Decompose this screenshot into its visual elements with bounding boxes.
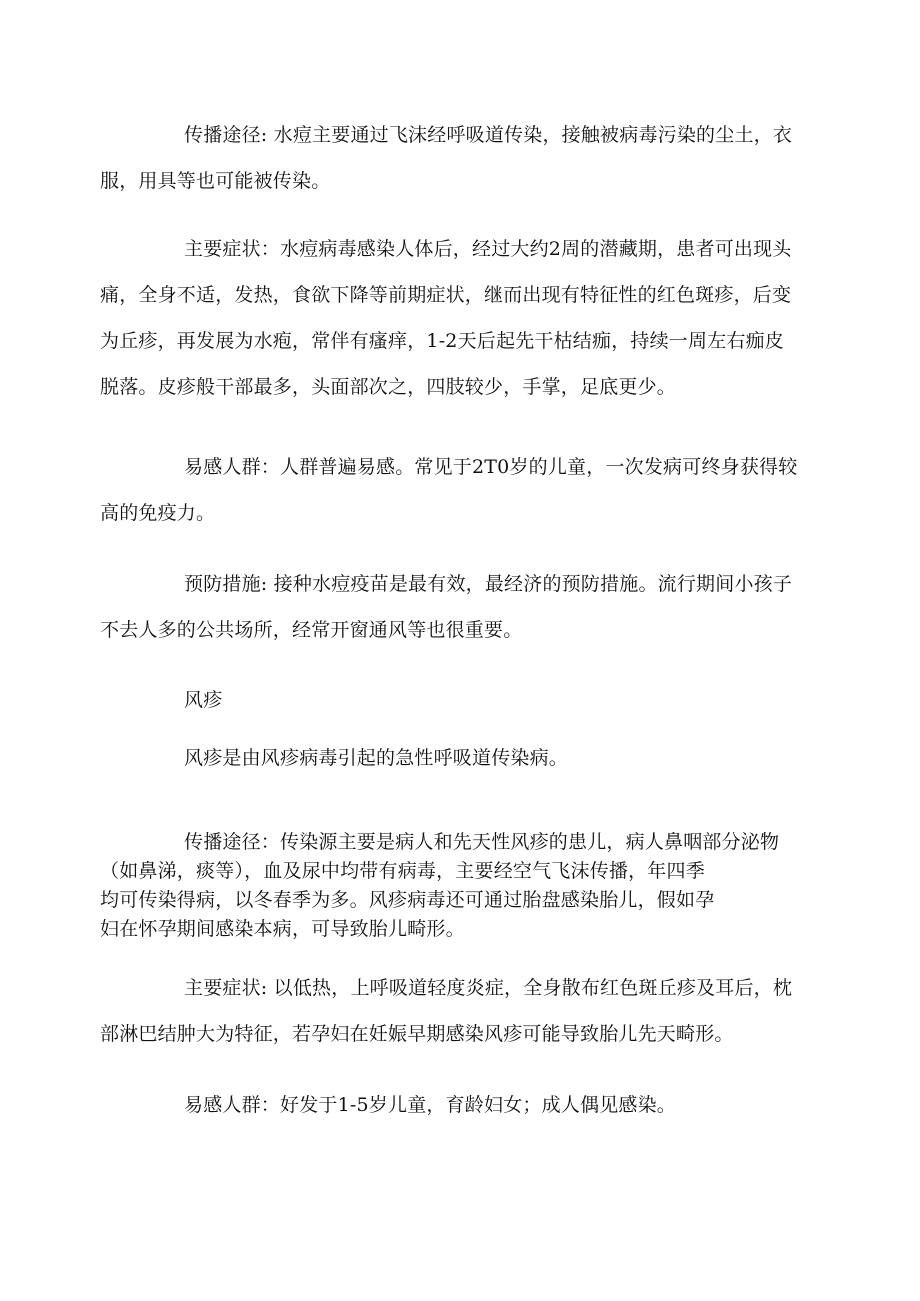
text-line: 服，用具等也可能被传染。 xyxy=(100,170,331,192)
text-line: 高的免疫力。 xyxy=(100,502,216,524)
text-line: 易感人群：好发于1-5岁儿童，育龄妇女；成人偶见感染。 xyxy=(184,1094,676,1116)
text-line: 主要症状: 以低热，上呼吸道轻度炎症，全身散布红色斑丘疹及耳后，枕 xyxy=(184,977,793,999)
section-heading: 风疹 xyxy=(184,689,223,711)
chickenpox-susceptible-paragraph xyxy=(100,444,824,536)
text-line: 部淋巴结肿大为特征，若孕妇在妊娠早期感染风疹可能导致胎儿先天畸形。 xyxy=(100,1023,734,1045)
rubella-symptoms-paragraph xyxy=(100,965,824,1057)
chickenpox-transmission-paragraph xyxy=(100,112,824,204)
text-line: 预防措施: 接种水痘疫苗是最有效，最经济的预防措施。流行期间小孩子 xyxy=(184,573,793,595)
text-line: （如鼻涕，痰等），血及尿中均带有病毒，主要经空气飞沫传播，年四季 xyxy=(100,860,705,882)
rubella-definition-paragraph xyxy=(184,735,824,781)
rubella-heading xyxy=(184,677,824,723)
chickenpox-prevention-paragraph xyxy=(100,561,824,653)
text-line: 主要症状：水痘病毒感染人体后，经过大约2周的潜藏期，患者可出现头 xyxy=(184,238,792,260)
text-line: 传播途径：传染源主要是病人和先天性风疹的患儿，病人鼻咽部分泌物 xyxy=(184,831,780,853)
text-line: 不去人多的公共场所，经常开窗通风等也很重要。 xyxy=(100,619,523,641)
text-line: 风疹是由风疹病毒引起的急性呼吸道传染病。 xyxy=(184,747,569,769)
text-line: 脱落。皮疹般干部最多，头面部次之，四肢较少，手掌，足底更少。 xyxy=(100,376,677,398)
text-line: 妇在怀孕期间感染本病，可导致胎儿畸形。 xyxy=(100,918,465,940)
text-line: 为丘疹，再发展为水疱，常伴有瘙痒，1-2天后起先干枯结痂，持续一周左右痂皮 xyxy=(100,330,784,352)
rubella-transmission-paragraph xyxy=(100,828,824,944)
text-line: 易感人群：人群普遍易感。常见于2T0岁的儿童，一次发病可终身获得较 xyxy=(184,456,798,478)
chickenpox-symptoms-paragraph xyxy=(100,226,824,410)
rubella-susceptible-paragraph xyxy=(184,1082,824,1128)
text-line: 传播途径: 水痘主要通过飞沫经呼吸道传染，接触被病毒污染的尘土，衣 xyxy=(184,124,793,146)
text-line: 均可传染得病，以冬春季为多。风疹病毒还可通过胎盘感染胎儿，假如孕 xyxy=(100,889,715,911)
text-line: 痛，全身不适，发热，食欲下降等前期症状，继而出现有特征性的红色斑疹，后变 xyxy=(100,284,792,306)
